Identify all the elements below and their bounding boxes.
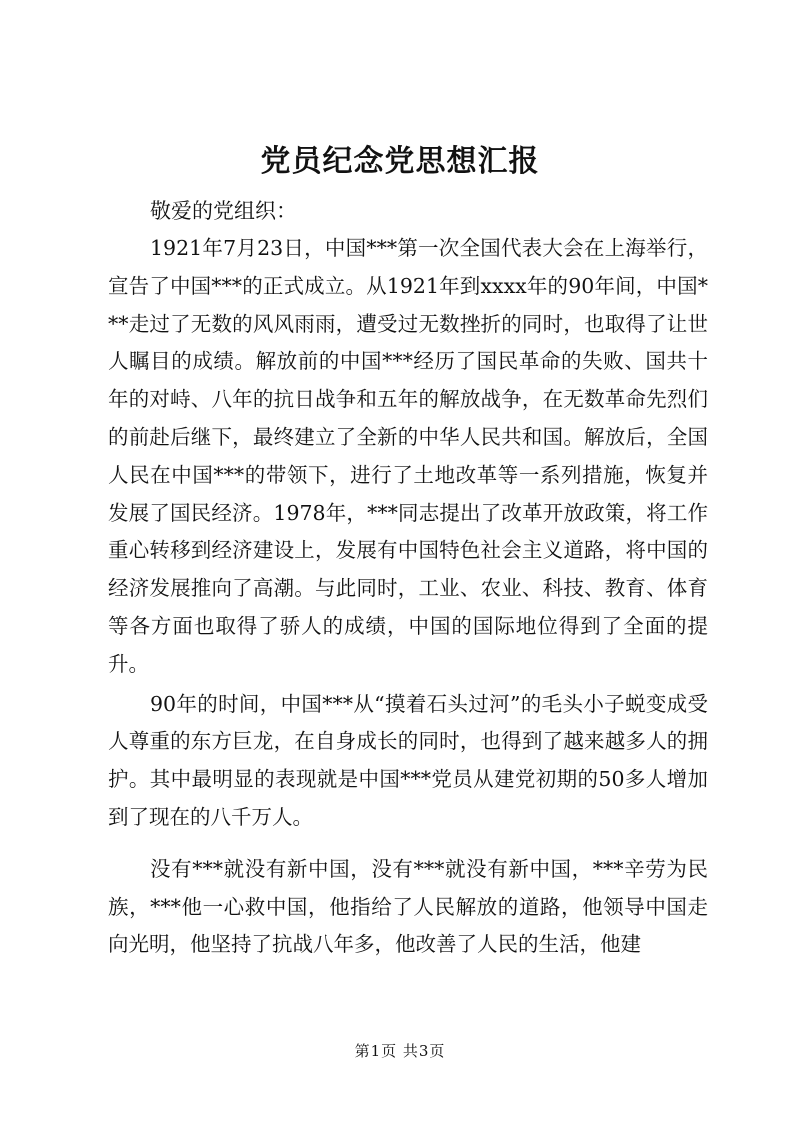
paragraph-2: 90年的时间，中国***从“摸着石头过河”的毛头小子蜕变成受人尊重的东方巨龙，在自身成长的同时，也得到了越来越多人的拥护。其中最明显的表现就是中国***党员从建党初期的50多人增加到了现在的八千万人。: [108, 691, 708, 829]
paragraph-1: 1921年7月23日，中国***第一次全国代表大会在上海举行，宣告了中国***的正式成立。从1921年到xxxx年的90年间，中国***走过了无数的风风雨雨，遭受过无数挫折的同时，也取得了让世人瞩目的成绩。解放前的中国***经历了国民革命的失败、国共十年的对峙、八年的抗日战争和五年的解放战争，在无数革命先烈们的前赴后继下，最终建立了全新的中华人民共和国。解放后，全国人民在中国***的带领下，进行了土地改革等一系列措施，恢复并发展了国民经济。1978年，***同志提出了改革开放政策，将工作重心转移到经济建设上，发展有中国特色社会主义道路，将中国的经济发展推向了高潮。与此同时，工业、农业、科技、教育、体育等各方面也取得了骄人的成绩，中国的国际地位得到了全面的提升。: [108, 236, 708, 676]
document-body: [108, 192, 708, 964]
paragraph-3: 没有***就没有新中国，没有***就没有新中国，***辛劳为民族，***他一心救中国，他指给了人民解放的道路，他领导中国走向光明，他坚持了抗战八年多，他改善了人民的生活，他建: [108, 856, 708, 957]
salutation: 敬爱的党组织：: [150, 199, 297, 223]
page-footer: 第1页 共3页: [354, 1042, 446, 1060]
document-title: 党员纪念党思想汇报: [260, 144, 540, 179]
